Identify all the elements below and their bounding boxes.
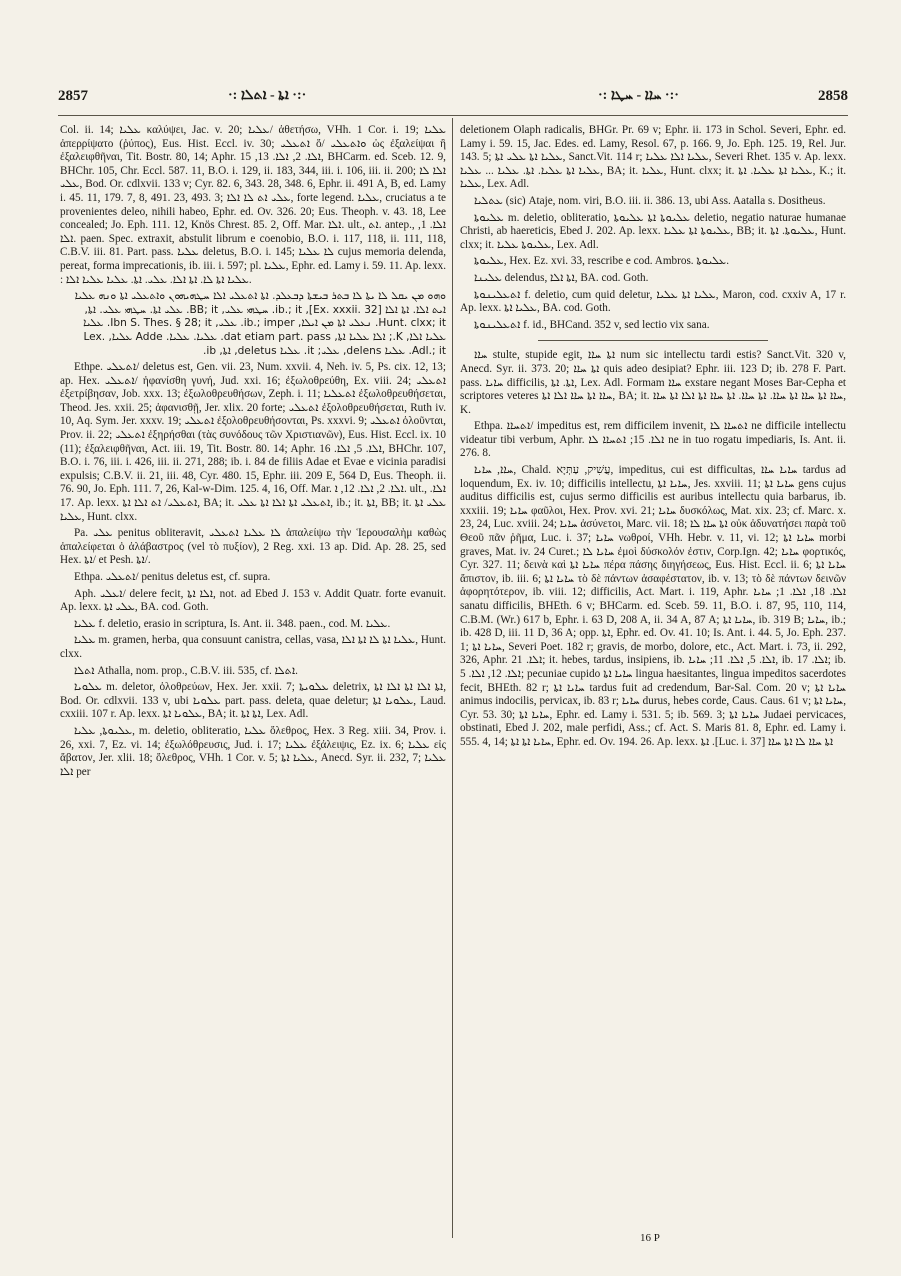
entry-paragraph: Ethpa. ܐܬܚܐܐ/ impeditus est, rem difficilem invenit, ܐܬܚܐܐ ܠܐ ne difficile intellectu videatur tibi verbum, Aphr. ܐܠܐ. 15; ܐܬܚܐܐ ܠܐ ne in tuo rogatu impediaris, Is. Ant. ii. 276. 8. xyxy=(460,420,846,460)
entry-paragraph: ܥܠܝܐ m. gramen, herba, qua consuunt canistra, cellas, vasa, ܥܠܝܐ ܐܬܐ ܠܐ ܐܬܐ ܐܠܐ, Hunt. clxx. xyxy=(60,634,446,660)
left-column xyxy=(60,124,446,1234)
entry-paragraph: ܐܬܥܠܝܢܘܬܐ f. id., BHCand. 352 v, sed lectio vix sana. xyxy=(474,318,710,331)
entry-paragraph: ܥܬܠܝܐ (sic) Ataje, nom. viri, B.O. iii. ii. 386. 13, ubi Ass. Aatalla s. Dositheus. xyxy=(474,194,826,207)
page-header xyxy=(58,86,848,108)
header-rule xyxy=(58,115,848,116)
entry-paragraph-syriac: ܘܗܘ ܡܢ ܝܩܠ ܠܐ ܝܬܐ ܠܐ ܒܬܪ ܒܝܫܬܐ ܕܒܥܠܕ. ܐܬܐ ܐܬܥܠܝ ܐܠܐ ܚܛܗܝܗܘܢ ܘܐܬܥܠܝ ܐܬܐ ܘܢܗ ܥܠܝܐ ܐܝܬ ܐܠܐ. ܐܬܐ ܐܠܐ [Ex. xxxii. 32], ib.; it. ܚܛܗܝ ܥܠܝ, BB; it. ܥܠܝ ܐܬܐ. ܚܛܗܝ ܥܠܝ. ܐܬܐ, Hunt. clxx; it. ܢܥܠܝ ܐܬܐ ܡܢ ܐܝܠܐ, ib.; imper. ܥܠܝ, Ibn S. Thes. § 28; it. ܥܠܝܐ ܥܠܝܐ ܐܠܐ, K.; ܐܠܐ ܥܠܝܐ ܐܬܐ, dat etiam part. pass. ܥܠܝܐ. ܥܠܝܐ. Adde ܥܠܝܐ, Lex. Adl.; it. ܥܠܝܐ delens, ܥܠܝ; it. ܥܠܝܐ deletus, ܐܬܐ, ib. xyxy=(74,290,446,357)
entry-paragraph: Pa. ܥܠܝ penitus obliteravit, ܠܐ ܥܠܝܐ ܐܬܥܠܝ ἀπαλείψω τὴν Ἱερουσαλὴμ καθὼς ἀπαλείφεται ὁ ἀλάβαστρος (vel τὸ πυξίον), 2 Reg. xxi. 13 ap. Did. Ap. 28. 25, sed Hex. ܐܬܐ/ et Pesh. ܐܬܐ/. xyxy=(60,527,446,567)
signature-mark: 16 P xyxy=(640,1232,660,1244)
entry-paragraph: deletionem Olaph radicalis, BHGr. Pr. 69 v; Ephr. ii. 173 in Schol. Severi, Ephr. ed. Lamy i. 59. 15, Jac. Edes. ed. Lamy, Resol. 67, p. 166. 9, Jo. Eph. 125. 19, Rel. Jur. 143. 5; ܥܠܝܐ ܐܬܐ ܥܠܝ ܐܬܐ, Sanct.Vit. 114 r; ܥܠܝܐ ܐܠܐ ܥܠܝܐ, Severi Rhet. 135 v. Ap. lexx. ܥܠܝܐ ܐܬܐ ܥܠܝܐ. ܐܬܐ. ܥܠܝܐ ... ܥܠܝܐ, BA; it. ܥܠܝܐ, Hunt. clxx; it. ܥܠܝܐ ܐܬܐ ܥܠܝܐ. ܐܬܐ, K.; it. ܥܠܝܐ, Lex. Adl. xyxy=(460,124,846,191)
right-column xyxy=(460,124,846,1234)
entry-paragraph: Ethpa. ܐܬܥܠܝ/ penitus deletus est, cf. supra. xyxy=(74,571,271,583)
entry-paragraph: ܐܬܠܐ Athalla, nom. prop., C.B.V. iii. 535, cf. ܐܬܠܐ. xyxy=(74,664,298,677)
page-number-left: 2857 xyxy=(58,88,88,104)
entry-paragraph: ܐܬܥܠܝܢܘܬܐ f. deletio, cum quid deletur, ܥܠܝܐ ܐܬܐ ܥܠܝܐ, Maron, cod. cxxiv A, 17 r. Ap. lexx. ܥܠܝܐ ܐܬܐ, BA. cod. Goth. xyxy=(460,288,846,315)
entry-paragraph: Col. ii. 14; ܥܠܝܐ καλύψει, Jac. v. 20; ܥܠܝܐ/ ἀθετήσω, VHh. 1 Cor. i. 19; ܥܠܝܐ ἀπερρίψατο (ῥύπος), Eus. Hist. Eccl. iv. 30; ܐܬܥܠܝ ὅ/ ܘܐܬܥܠܝ ὡς ἐξαλείψαι ἢ ἐξαλειφθῆναι, Tit. Bostr. 80, 14; Aphr. ܐܠܐ. 2, ܐܠܐ. 13, 15, BHCarm. ed. Sceb. 12. 9, BHChr. 105, Chr. Eccl. 587. 11, B.O. i. 129, ii. 183, 344, iii. i. 106, iii. ii. 200; ܐܠܐ ܠܐ ܥܠܝ, Bod. Or. cdlxvii. 133 v; Cyr. 82. 6, 343. 28, 348. 6, Ephr. ii. 491 A, B, ed. Lamy i. 45. 11, 179. 7, 8, 491. 23, 493. 3; ܥܠܝ ܐܬ ܠܐ ܐܠܐ, forte legend. ܥܠܝܐ, cruciatus a te provenientes deleo, nihili habeo, Ephr. ed. Ov. 326. 20; Eus. Theoph. v. 43. 18, Lee concealed; Jo. Eph. 111. 12, Knös Chrest. 85. 2, Off. Mar. ܐܠܐ. ult., ܐܬ. antep., ܐܠܐ. 1, ܐܠܐ. paen. Spec. extraxit, abstulit librum e coenobio, B.O. i. 117, 118, ii. 111, 118, C.B.V. iii. 81. Part. pass. ܥܠܝܐ deletus, B.O. i. 145; ܠܐ ܥܠܝܐ cujus memoria delenda, pereat, forma imprecationis, ib. iii. i. 597; pl. ܥܠܝܐ, Ephr. ed. Lamy i. 59. 11. Ap. lexx. : ܥܠܝܐ ܐܬܐ ܠܐ. ܐܬܐ ܐܠܐ. ܥܠܝ. ܐܬܐ. ܥܠܝܐ ܥܠܝܐ ܐܠܐ. xyxy=(60,124,446,286)
entry-paragraph: ܥܠܝܘܬܐ, ܥܠܝܐ, m. deletio, obliteratio, ܥܠܝܐ ὄλεθρος, Hex. 3 Reg. xiii. 34, Prov. i. 26, xxi. 7, Ez. vi. 14; ἐξωλόθρευσις, Jud. i. 17; ܥܠܝܐ ἐξάλειψις, Ez. ix. 6; ܥܠܝܐ εἰς ἄβατον, Jer. xlii. 18; ὄλεθρος, VHh. 1 Cor. v. 5; ܥܠܝܐ ܐܬܐ, Anecd. Syr. ii. 232, 7; ܥܠܝܐ ܐܠܐ per xyxy=(60,724,446,778)
column-divider xyxy=(452,118,453,1238)
entry-paragraph: ܚܐܐ stulte, stupide egit, ܐܬܐ ܚܐܐ num sic intellectu tardi estis? Sanct.Vit. 320 v, Anecd. Syr. ii. 373. 20; ܐܬܐ ܚܐܐ quis adeo desipiat? Ephr. iii. 123 D; ib. 278 F. Part. pass. ܚܐܝܐ difficilis, ܐܬܐ. ܐܬܐ, Lex. Adl. Formam ܚܐܐ exstare negant Moses Bar-Cepha et scriptores veteres ܚܐܐ ܐܬܐ ܚܐܐ ܐܠܐ ܐܬܐ, BA; it. ܚܐܐ ܐܬܐ ܚܐܐ ܐܬܐ ܚܐܐ. ܐܬܐ ܚܐܐ. ܐܬܐ ܚܐܐ ܐܬܐ ܐܠܐ ܐܬܐ ܚܐܐ, K. xyxy=(460,349,846,416)
running-head-left: ·:· ܐܬܐ - ܐܬܠܐ :· xyxy=(228,88,307,103)
entry-paragraph: ܥܠܝܢܐ delendus, ܐܬܐ ܐܠܐ, BA. cod. Goth. xyxy=(474,271,649,284)
entry-paragraph: ܚܐܐ, ܚܐܝܐ, Chald. עֲשִׁיק, עַתְּיָא, impeditus, cui est difficultas, ܚܐܝܐ ܚܐܐ tardus ad loquendum, Ex. iv. 10; difficilis intellectu, ܚܐܝܐ ܐܬܐ, Jes. xxviii. 11; ܚܐܝܐ ܐܬܐ gens cujus auditus difficilis est, cujus sermo difficilis est auribus intellectu quia barbarus, ib. xxxiii. 19; ܚܐܝܐ φαῦλοι, Hex. Prov. xvi. 21; ܚܐܝܐ δυσκόλως, Mat. xix. 23; cf. Marc. x. 23, 24, Luc. xviii. 24; ܚܐܝܐ ἀσύνετοι, Marc. vii. 18; ܐܬܐ ܚܐܐ ܠܐ οὐκ ἀδυνατήσει παρὰ τοῦ Θεοῦ πᾶν ῥῆμα, Luc. i. 37; ܚܐܝܐ νωθροί, VHh. Hebr. v. 11, vi. 12; ܚܐܝܐ ܐܬܐ morbi graves, Mat. iv. 24 Curet.; ܚܐܝܐ ܠܐ ἐμοὶ δύσκολόν ἐστιν, Corp.Ign. 42; ܚܐܝܐ φορτικός, Cyr. 327. 11; δεινὰ καὶ ܚܐܝܐ ܐܬܐ πέρα πάσης διηγήσεως, Eus. Hist. Eccl. ii. 6; ܚܐܝܐ ܐܬܐ ἄπιστον, ib. iii. 6; ܚܐܝܐ ܐܬܐ τὸ δὲ πάντων ἀσαφέστατον, ib. v. 13; τὸ δὲ πάντων δεινῶν ἀφορητότερον, ib. viii. 12; difficilis, Act. Mart. i. 119, Aphr. ܐܠܐ. 18, ܐܠܐ. 1; ܚܐܝܐ sanatu difficilis, BHEth. 6 v; BHCarm. ed. Sceb. 59. 11, B.O. i. 87, 95, 110, 114, C.B.M. (Wr.) 617 b, Ephr. i. 63 D, 208 A, ii. 34 A, 87 A; ܚܐܝܐ ܐܬܐ, ib. 319 B; ܚܐܝܐ, ib.; ib. 428 D, iii. 11 D, 36 A; opp. ܐܬܐ, Ephr. ed. Ov. 41. 10; Is. Ant. i. 44. 5, Jo. Eph. 237. 1; ܚܐܝܐ ܐܬܐ, Severi Poet. 182 r; gravis, de morbo, dolore, etc., Act. Mart. i. 73, ii. 292, 326, Aphr. ܐܠܐ. 21; it. hebes, tardus, insipiens, ib. ܐܠܐ. 5, ܐܠܐ. 11; ܚܐܝܐ, ib. ܐܠܐ. 17; ib. ܐܠܐ. 12, ܐܠܐ. 5; pecuniae cupido ܚܐܝܐ ܐܬܐ lingua haesitantes, lingua impeditos sacerdotes fecit, BHEth. 82 r; ܚܐܝܐ ܐܬܐ tardus fuit ad credendum, Bar-Sal. Com. 20 v; ܚܐܝܐ ܐܬܐ animus indocilis, pervicax, ib. 83 r; ܚܐܝܐ durus, hebes corde, Caus. Caus. 61 v; ܚܐܝܐ ܐܬܐ, Cyr. 53. 30; ܚܐܝܐ ܐܬܐ, Ephr. ed. Lamy i. 531. 5; ib. 569. 3; ܚܐܝܐ ܐܬܐ Judaei pervicaces, obstinati, Ebed J. 202, male perfidi, Ass.; cf. Act. S. Maris 81. 8, Ephr. ed. Lamy i. 555. 4, 14; ܚܐܝܐ ܐܬܐ ܐܬܐ, Ephr. ed. Ov. 194. 26. Ap. lexx. ܐܬܐ .[Luc. i. 37] ܐܬܐ ܚܐܐ ܠܐ ܐܬܐ ܚܐܐ xyxy=(460,464,846,748)
entry-paragraph: ܥܠܝܘܬܐ m. deletio, obliteratio, ܥܠܝܘܬܐ ܐܬܐ ܥܠܝܘܬܐ deletio, negatio naturae humanae Christi, ab haereticis, Ebed J. 202. Ap. lexx. ܥܠܝܘܬܐ ܐܬܐ ܥܠܝܐ, BB; it. ܥܠܝܘܬܐ. ܐܬܐ, Hunt. clxx; it. ܥܠܝܘܬܐ ܥܠܝܐ, Lex. Adl. xyxy=(460,211,846,251)
section-divider xyxy=(538,340,768,341)
entry-paragraph: Aph. ܐܥܠܝ/ delere fecit, ܐܠܐ ܐܬܐ, not. ad Ebed J. 153 v. Addit Quatr. forte evanuit. Ap. lexx. ܥܠܝ ܐܬܐ, BA. cod. Goth. xyxy=(60,587,446,614)
entry-paragraph: Ethpe. ܐܬܥܠܝ/ deletus est, Gen. vii. 23, Num. xxvii. 4, Neh. iv. 5, Ps. cix. 12, 13; ap. Hex. ܐܬܥܠܝ/ ἠφανίσθη γυνή, Jud. xxi. 16; ἐξωλοθρεύθη, Ex. viii. 24; ܐܬܥܠܝ ἐξετρίβησαν, Job. xxx. 13; ἐξωλοθρευθήσων, Zeph. i. 11; ܐܬܥܠܝܐ ἐξωλοθρευθήσεται, Theod. Jes. xxii. 25; ἀφανισθῇ, Jer. xlix. 20 forte; ܐܬܥܠܝ ἐξολοθρευθήσεται, Ruth iv. 10, Aq. Sym. Jer. xxxv. 19; ܐܬܥܠܝ ἐξολοθρευθήσονται, Ps. xxxvi. 9; ܐܬܥܠܝ ὀλοῦνται, Prov. ii. 22; ܐܬܥܠܝ ἐξηρήσθαι (τὰς συνόδους τῶν Χριστιανῶν), Eus. Hist. Eccl. ix. 10 (11); ἐξαλειφθῆναι, Act. iii. 19, Tit. Bostr. 80. 14; Aphr. ܐܠܐ. 5, ܐܠܐ. 16, BHChr. 107, B.O. i. 76, iii. i. 426, iii. ii. 271, 288; ib. i. 84 de filiis Adae et Evae e vicinia paradisi expulsis; C.B.V. ii. 21, iii. 48, Cyr. 480. 15, Ephr. iii. 209 E, 564 D, Eus. Theoph. ii. 76. 90, Jo. Eph. 111. 7, 26, Kal-w-Dim. 125. 4, 16, Off. Mar. ܐܠܐ. 2, ܐܠܐ. 12, ܐ. ult., ܐܠܐ. 17. Ap. lexx. ܐܬܥܠܝ/ ܐܬ ܐܠܐ ܐܬܐ, BA; it. ܐܬܥܠܝ ܐܬܐ ܐܠܐ ܐܬܐ ܥܠܝ, ib.; it. ܐܬܐ, BB; it. ܥܠܝ ܐܬܐ ܥܠܝܐ, Hunt. clxx. xyxy=(60,361,446,523)
entry-paragraph: ܥܠܘܝܐ m. deletor, ὀλοθρεύων, Hex. Jer. xxii. 7; ܥܠܘܝܬܐ deletrix, ܐܬܐ ܐܠܐ ܐܬܐ ܐܠܐ ܐܬܐ, Bod. Or. cdlxvii. 133 v, ubi ܥܠܘܝܐ part. pass. deleta, quae deletur; ܥܠܘܝܐ ܐܬܐ, Laud. cxxiii. 107 r. Ap. lexx. ܥܠܘܝܐ ܐܬܐ, BA; it. ܐܬܐ ܐܬܐ, Lex. Adl. xyxy=(60,681,446,721)
page-number-right: 2858 xyxy=(818,88,848,104)
running-head-right: ·:· ܚܐܐ - ܚܛܐ :· xyxy=(598,88,679,103)
entry-paragraph: ܥܠܝܐ f. deletio, erasio in scriptura, Is. Ant. ii. 348. paen., cod. M. ܥܠܝܐ. xyxy=(74,617,391,630)
entry-paragraph: ܥܠܝܘܬܐ, Hex. Ez. xvi. 33, rescribe e cod. Ambros. ܥܠܝܘܬܐ. xyxy=(474,255,729,268)
